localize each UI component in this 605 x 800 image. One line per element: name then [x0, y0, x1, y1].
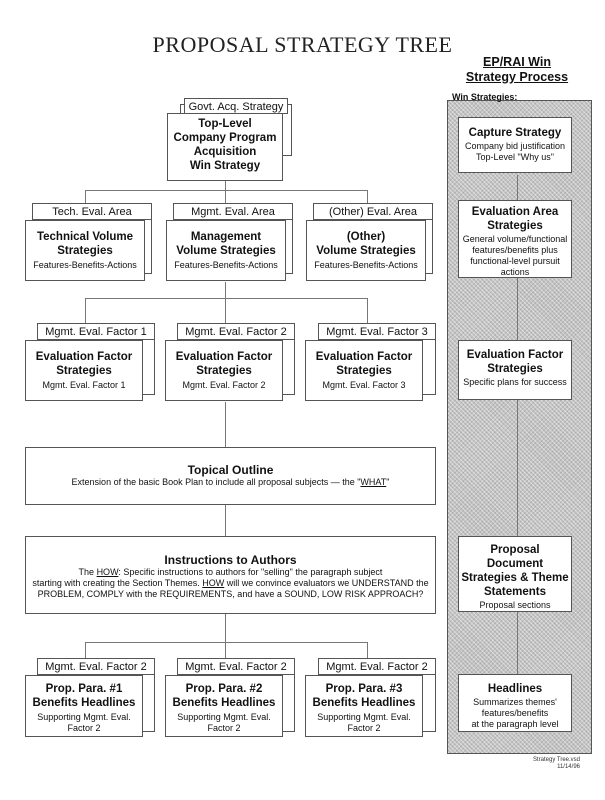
- rbox-title: Proposal Document Strategies & Theme Statements: [461, 544, 569, 598]
- area-title: Technical Volume Strategies: [36, 231, 134, 257]
- page-title: PROPOSAL STRATEGY TREE: [152, 32, 453, 57]
- proposal-document-box: [458, 536, 572, 612]
- connector: [225, 614, 226, 642]
- rbox-title: Headlines: [487, 683, 543, 695]
- connector: [367, 298, 368, 324]
- area-tab: Mgmt. Eval. Area: [173, 203, 293, 220]
- evaluation-factor-1-box: [25, 340, 143, 401]
- rbox-title: Evaluation Area Strategies: [471, 206, 559, 232]
- process-title: [452, 55, 582, 85]
- rbox-text: Proposal sections: [479, 600, 551, 610]
- connector: [85, 298, 367, 299]
- connector: [225, 190, 226, 204]
- connector: [367, 190, 368, 204]
- rbox-text: Summarizes themes' features/benefits at the paragraph level: [471, 697, 559, 729]
- instructions-line2: starting with creating the Section Themes. HOW will we convince evaluators we UNDERSTAND the: [32, 578, 429, 588]
- connector: [225, 298, 226, 324]
- file-footer: [510, 757, 580, 771]
- instructions-box: [25, 536, 436, 614]
- rbox-text: General volume/functional features/benefits plus functional-level pursuit actions: [462, 234, 568, 277]
- evaluation-factor-2-box: [165, 340, 283, 401]
- topical-outline-title: Topical Outline: [187, 463, 274, 477]
- area-tab: Tech. Eval. Area: [32, 203, 152, 220]
- area-title: Management Volume Strategies: [176, 231, 276, 257]
- connector: [85, 298, 86, 324]
- capture-strategy-box: [458, 117, 572, 173]
- factor-text: Mgmt. Eval. Factor 2: [182, 380, 266, 390]
- paragraph-1-box: [25, 675, 143, 737]
- govt-acq-strategy-tab: Govt. Acq. Strategy: [184, 98, 288, 114]
- paragraph-title: Prop. Para. #2 Benefits Headlines: [172, 683, 276, 709]
- instructions-line3: PROBLEM, COMPLY with the REQUIREMENTS, and have a SOUND, LOW RISK APPROACH?: [37, 589, 424, 599]
- connector: [85, 190, 86, 204]
- area-text: Features-Benefits-Actions: [314, 260, 418, 270]
- paragraph-text: Supporting Mgmt. Eval. Factor 2: [177, 712, 271, 733]
- footer-date: 11/14/96: [557, 764, 580, 770]
- connector: [225, 505, 226, 537]
- rbox-text: Company bid justification Top-Level "Why us": [464, 141, 566, 162]
- management-volume-box: [166, 220, 286, 281]
- paragraph-2-box: [165, 675, 283, 737]
- connector: [85, 642, 367, 643]
- win-strategies-label: Win Strategies:: [452, 92, 518, 102]
- other-volume-box: [306, 220, 426, 281]
- area-tab: (Other) Eval. Area: [313, 203, 433, 220]
- factor-title: Evaluation Factor Strategies: [35, 351, 133, 377]
- connector: [225, 282, 226, 298]
- evaluation-factor-3-box: [305, 340, 423, 401]
- headlines-box: [458, 674, 572, 732]
- factor-tab: Mgmt. Eval. Factor 2: [177, 323, 295, 340]
- top-level-strategy-title: Top-Level Company Program Acquisition Win Strategy: [173, 118, 277, 172]
- factor-title: Evaluation Factor Strategies: [175, 351, 273, 377]
- area-title: (Other) Volume Strategies: [316, 231, 416, 257]
- instructions-title: Instructions to Authors: [164, 553, 297, 567]
- rbox-title: Capture Strategy: [468, 127, 562, 139]
- connector: [85, 190, 367, 191]
- rbox-title: Evaluation Factor Strategies: [466, 349, 564, 375]
- process-title-line1: EP/RAI Win: [483, 55, 551, 69]
- connector: [225, 180, 226, 190]
- paragraph-tab: Mgmt. Eval. Factor 2: [37, 658, 155, 675]
- factor-text: Mgmt. Eval. Factor 3: [322, 380, 406, 390]
- topical-outline-text: Extension of the basic Book Plan to include all proposal subjects — the "WHAT": [71, 477, 390, 487]
- process-title-line2: Strategy Process: [465, 70, 569, 84]
- area-text: Features-Benefits-Actions: [33, 260, 137, 270]
- factor-text: Mgmt. Eval. Factor 1: [42, 380, 126, 390]
- evaluation-area-box: [458, 200, 572, 278]
- paragraph-tab: Mgmt. Eval. Factor 2: [318, 658, 436, 675]
- rbox-text: Specific plans for success: [463, 377, 567, 387]
- area-text: Features-Benefits-Actions: [174, 260, 278, 270]
- technical-volume-box: [25, 220, 145, 281]
- connector: [225, 402, 226, 448]
- instructions-line1: The HOW: Specific instructions to authors for "selling" the paragraph subject: [78, 567, 383, 577]
- win-strategies-column: [447, 100, 592, 754]
- paragraph-title: Prop. Para. #1 Benefits Headlines: [32, 683, 136, 709]
- factor-title: Evaluation Factor Strategies: [315, 351, 413, 377]
- paragraph-title: Prop. Para. #3 Benefits Headlines: [312, 683, 416, 709]
- paragraph-text: Supporting Mgmt. Eval. Factor 2: [37, 712, 131, 733]
- topical-outline-box: [25, 447, 436, 505]
- footer-filename: Strategy Tree.vsd: [532, 757, 580, 763]
- top-level-strategy-box: [167, 113, 283, 181]
- evaluation-factor-box: [458, 340, 572, 400]
- paragraph-tab: Mgmt. Eval. Factor 2: [177, 658, 295, 675]
- paragraph-text: Supporting Mgmt. Eval. Factor 2: [317, 712, 411, 733]
- factor-tab: Mgmt. Eval. Factor 1: [37, 323, 155, 340]
- factor-tab: Mgmt. Eval. Factor 3: [318, 323, 436, 340]
- paragraph-3-box: [305, 675, 423, 737]
